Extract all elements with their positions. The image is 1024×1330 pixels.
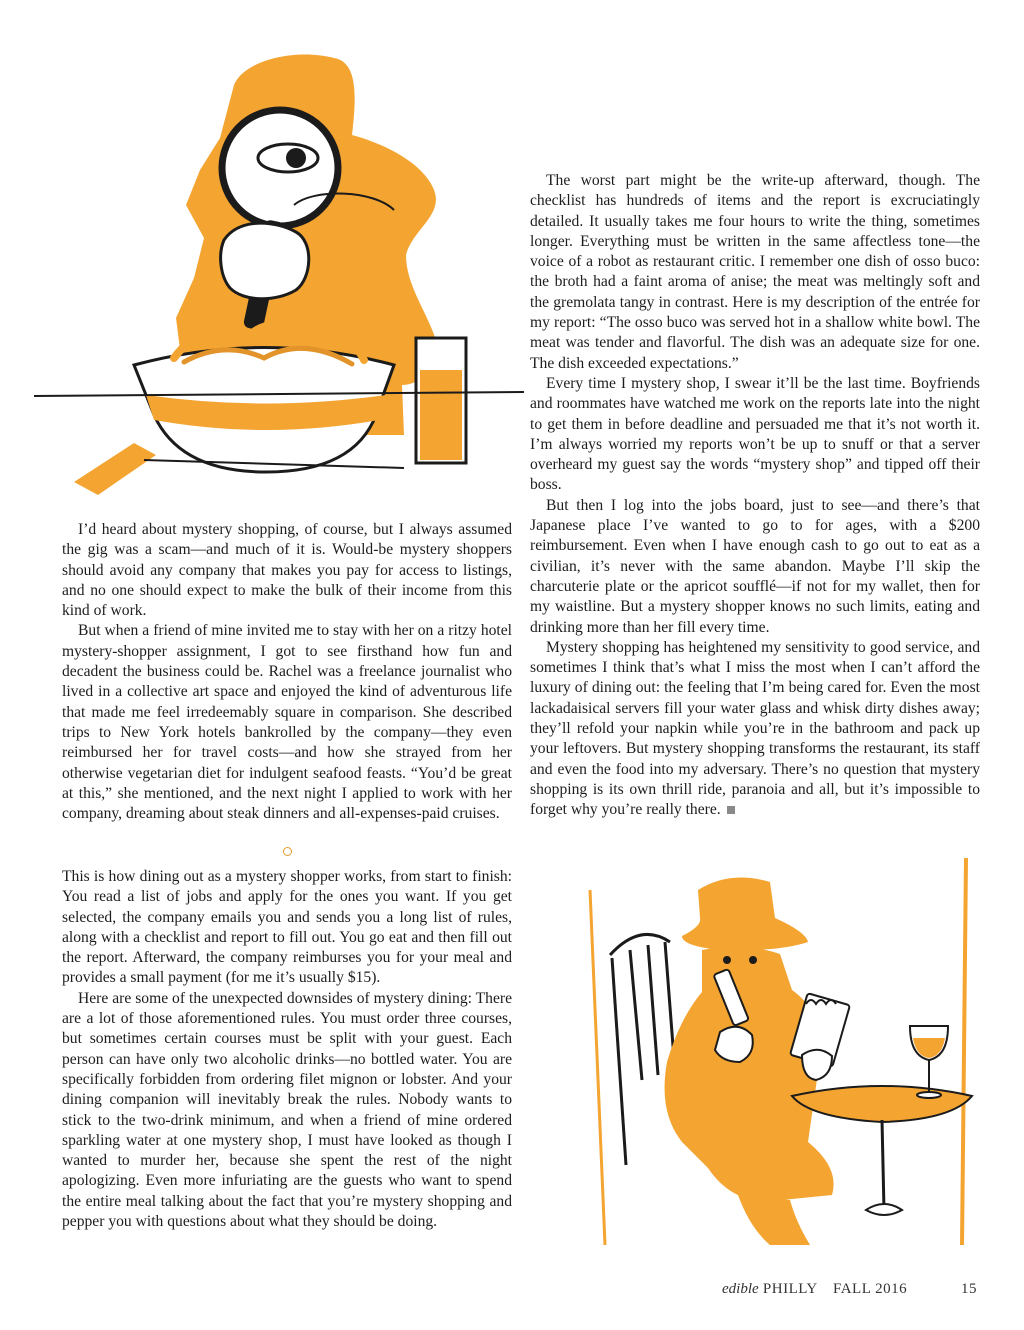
noodle-bowl-icon <box>134 325 394 472</box>
section-divider-ornament <box>283 847 292 856</box>
juice-glass-icon <box>416 338 466 463</box>
fedora-hat-shape <box>682 878 808 951</box>
article-column-left-top <box>62 520 512 824</box>
article-paragraph: But when a friend of mine invited me to stay with her on a ritzy hotel mystery-shopper assignment, I got to see firsthand how fun and decadent the business could be. Rachel was a freelance journalist who lived in a collective art space and enjoyed the kind of adventurous life that made me feel irredeemably square in comparison. She described trips to New York hotels bankrolled by the company—they even reimbursed her for travel costs—and how she strayed from her otherwise vegetarian diet for indulgent seafood feasts. “You’d be great at this,” she mentioned, and the next night I applied to work with her company, dreaming about steak dinners and all-expenses-paid cruises. <box>62 622 512 823</box>
footer-issue-date: FALL 2016 <box>833 1281 908 1297</box>
article-paragraph: The worst part might be the write-up afterward, though. The checklist has hundreds of items and the report is excruciatingly detailed. It usually takes me four hours to write the thing, sometimes longer. Everything must be written in the same affectless tone—the voice of a robot as restaurant critic. I remember one dish of osso buco: the broth had a faint aroma of anise; the meat was meltingly soft and the gremolata tangy in contrast. Here is my description of the entrée for my report: “The osso buco was served hot in a shallow white bowl. The meat was tender and flavorful. The dish was an adequate size for one. The dish exceeded expectations.” <box>530 172 980 372</box>
footer-brand-italic: edible <box>722 1281 759 1297</box>
article-paragraph-last <box>530 638 980 821</box>
footer-brand-rest: PHILLY <box>762 1281 818 1297</box>
article-paragraph: But then I log into the jobs board, just to see—and there’s that Japanese place I’ve wanted to go to for ages, with a $200 reimbursement. Even when I have enough cash to go out to eat as a civilian, it’s never with the same abandon. Maybe I’ll skip the charcuterie plate or the apricot soufflé—if not for my wallet, then for my waistline. But a mystery shopper knows no such limits, eating and drinking more than her fill every time. <box>530 496 980 636</box>
article-paragraph: This is how dining out as a mystery shopper works, from start to finish: You read a list of jobs and apply for the ones you want. If you get selected, the company emails you and sends you a long list of rules, along with a checklist and report to fill out. You go eat and then fill out the report. Afterward, the company reimburses you for your meal and provides a small payment (for me it’s usually $15). <box>62 868 512 987</box>
footer-magazine-name <box>722 1281 818 1298</box>
shoe-shape <box>738 1195 810 1245</box>
article-paragraph: Here are some of the unexpected downsides of mystery dining: There are a lot of those aforementioned rules. You must order three courses, but sometimes certain courses must be split with your guest. Each person can have only two alcoholic drinks—no bottled water. You are specifically forbidden from ordering filet mignon or lobster. And your dining companion will inevitably break the rules. Nobody wants to stick to the two-drink minimum, and when a friend of mine ordered sparkling water at one mystery shop, I must have looked as though I wanted to murder her, because she spent the rest of the night apologizing. Even more infuriating are the guests who want to spend the entire meal talking about the fact that you’re mystery shopping and pepper you with questions about what they should be doing. <box>62 989 512 1231</box>
article-paragraph-text: Mystery shopping has heightened my sensitivity to good service, and sometimes I think that’s what I miss the most when I can’t afford the luxury of dining out: the feeling that I’m being cared for. Even the most lackadaisical servers fill your water glass and whisk dirty dishes away; they’ll refold your napkin while you’re in the bathroom and pack up your leftovers. But mystery shopping transforms the restaurant, its staff and even the food into my adversary. There’s no question that mystery shopping is its own thrill ride, paranoia and all, but it’s impossible to forget why you’re really there. <box>530 638 980 819</box>
napkin-shape <box>74 443 156 495</box>
detective-magnifier-illustration <box>34 40 524 500</box>
detective-writing-illustration <box>570 850 990 1270</box>
end-mark-square <box>727 806 735 814</box>
wooden-chair-icon <box>610 934 675 1165</box>
gloved-hand-shape <box>221 223 309 299</box>
article-column-left-bottom <box>62 867 512 1232</box>
article-paragraph: I’d heard about mystery shopping, of course, but I always assumed the gig was a scam—and much of it is. Would-be mystery shoppers should avoid any company that makes you pay for access to listings, and no one should expect to make the bulk of their income from this kind of work. <box>62 521 512 620</box>
article-paragraph: Every time I mystery shop, I swear it’ll be the last time. Boyfriends and roommates have watched me work on the reports late into the night to get them in before deadline and persuaded me that it’s not worth it. I’m always worried my reports won’t be up to snuff or that a server overheard my guest say the words “mystery shop” and tipped off their boss. <box>530 374 980 494</box>
page-number: 15 <box>961 1281 977 1297</box>
article-column-right <box>530 171 980 821</box>
